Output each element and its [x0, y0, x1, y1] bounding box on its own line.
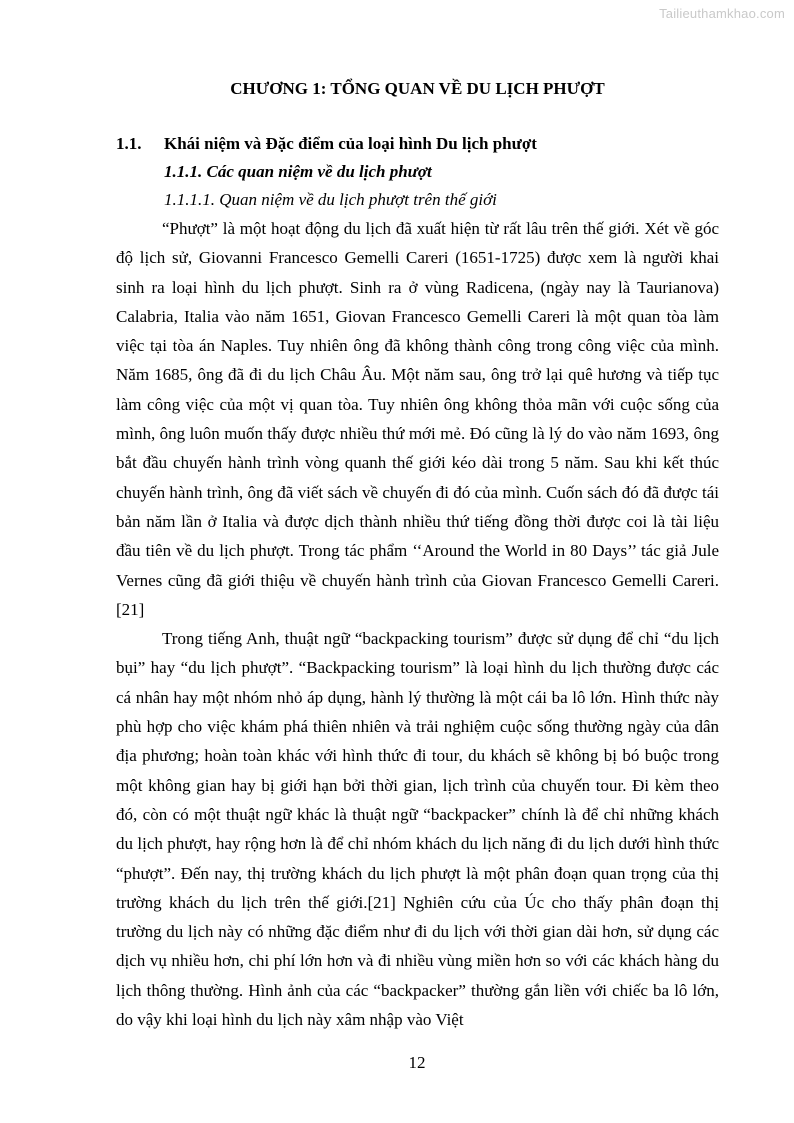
section-heading — [116, 130, 719, 158]
subsection-heading: 1.1.1. Các quan niệm về du lịch phượt — [164, 162, 432, 181]
page-content — [116, 74, 719, 1034]
subsubsection-heading: 1.1.1.1. Quan niệm về du lịch phượt trên thế giới — [164, 190, 497, 209]
body-paragraph: “Phượt” là một hoạt động du lịch đã xuất hiện từ rất lâu trên thế giới. Xét về góc độ lịch sử, Giovanni Francesco Gemelli Careri (1651-1725) được xem là người khai sinh ra loại hình du lịch phượt. Sinh ra ở vùng Radicena, (ngày nay là Taurianova) Calabria, Italia vào năm 1651, Giovan Francesco Gemelli Careri là một quan tòa làm việc tại tòa án Naples. Tuy nhiên ông đã không thành công trong công việc của mình. Năm 1685, ông đã đi du lịch Châu Âu. Một năm sau, ông trở lại quê hương và tiếp tục làm công việc của một vị quan tòa. Tuy nhiên ông không thỏa mãn với cuộc sống của mình, ông luôn muốn thấy được nhiều thứ mới mẻ. Đó cũng là lý do vào năm 1693, ông bắt đầu chuyến hành trình vòng quanh thế giới kéo dài trong 5 năm. Sau khi kết thúc chuyến hành trình, ông đã viết sách về chuyến đi đó của mình. Cuốn sách đó đã được tái bản năm lần ở Italia và được dịch thành nhiều thứ tiếng đồng thời được coi là tài liệu đầu tiên về du lịch phượt. Trong tác phẩm ‘‘Around the World in 80 Days’’ tác giả Jule Vernes cũng đã giới thiệu về chuyến hành trình của Giovan Francesco Gemelli Careri.[21] — [116, 219, 719, 619]
section-title: Khái niệm và Đặc điểm của loại hình Du lịch phượt — [164, 134, 537, 153]
body-paragraph: Trong tiếng Anh, thuật ngữ “backpacking tourism” được sử dụng để chỉ “du lịch bụi” hay “du lịch phượt”. “Backpacking tourism” là loại hình du lịch thường được các cá nhân hay một nhóm nhỏ áp dụng, hành lý thường là một cái ba lô lớn. Hình thức này phù hợp cho việc khám phá thiên nhiên và trải nghiệm cuộc sống thường ngày của dân địa phương; hoàn toàn khác với hình thức đi tour, du khách sẽ không bị bó buộc trong một không gian hay bị giới hạn bởi thời gian, lịch trình của chuyến tour. Đi kèm theo đó, còn có một thuật ngữ khác là thuật ngữ “backpacker” chính là để chỉ những khách du lịch phượt, hay rộng hơn là để chỉ nhóm khách du lịch năng đi du lịch dưới hình thức “phượt”. Đến nay, thị trường khách du lịch phượt là một phân đoạn quan trọng của thị trường khách du lịch trên thế giới.[21] Nghiên cứu của Úc cho thấy phân đoạn thị trường du lịch này có những đặc điểm như đi du lịch với thời gian dài hơn, sử dụng các dịch vụ nhiều hơn, chi phí lớn hơn và đi nhiều vùng miền hơn so với các khách hàng du lịch thông thường. Hình ảnh của các “backpacker” thường gắn liền với chiếc ba lô lớn, do vậy khi loại hình du lịch này xâm nhập vào Việt — [116, 629, 719, 1030]
section-number: 1.1. — [116, 134, 142, 153]
watermark: Tailieuthamkhao.com — [659, 6, 785, 21]
chapter-title: CHƯƠNG 1: TỔNG QUAN VỀ DU LỊCH PHƯỢT — [230, 79, 605, 98]
page-number: 12 — [408, 1053, 426, 1072]
